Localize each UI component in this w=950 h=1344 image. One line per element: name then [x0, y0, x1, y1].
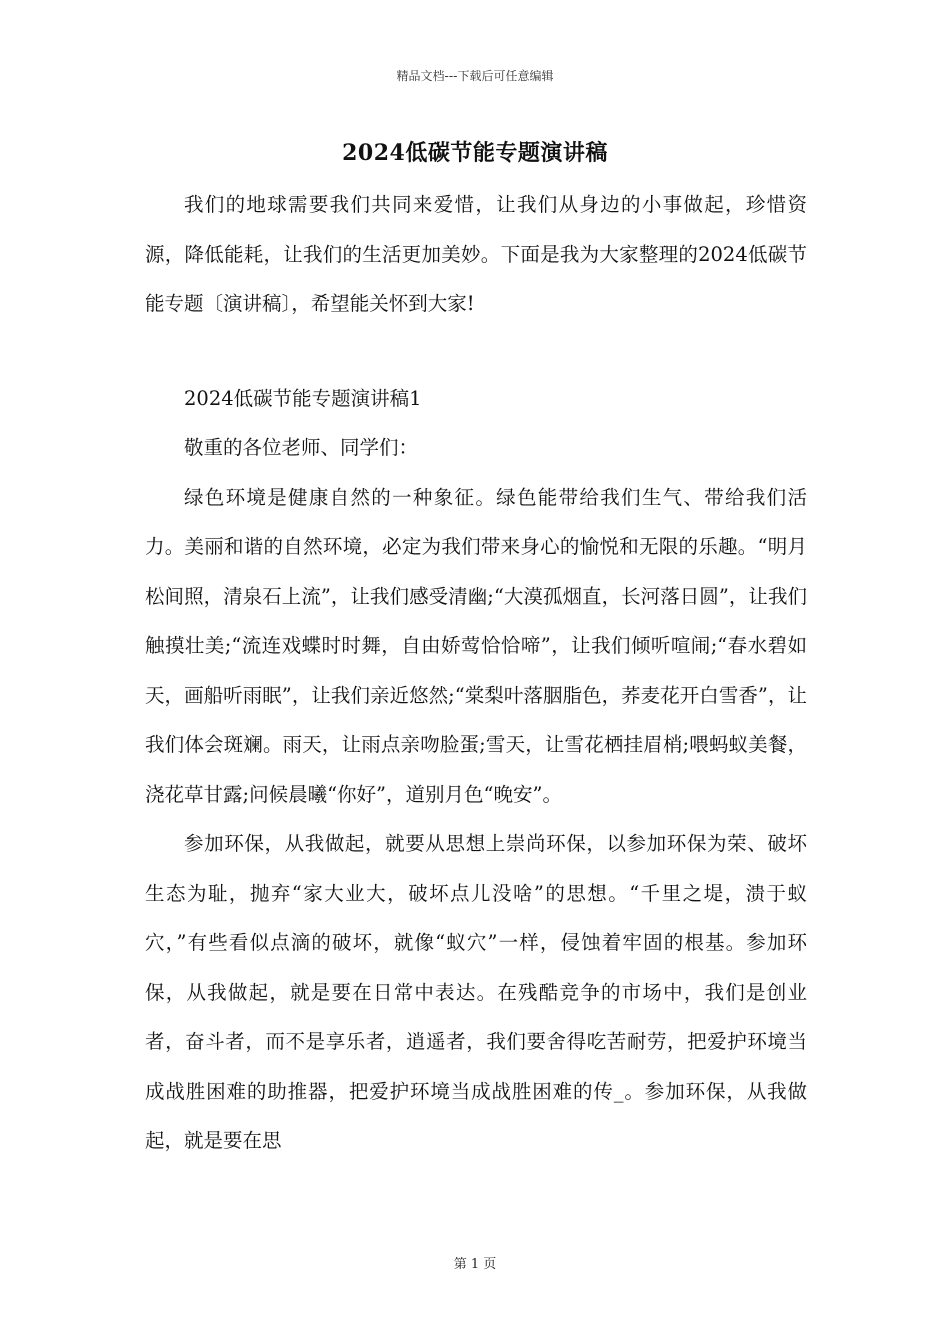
- salutation: 敬重的各位老师、同学们：: [184, 436, 419, 459]
- page-number: 第 1 页: [453, 1257, 497, 1272]
- document-body: [145, 180, 807, 1166]
- document-title: 2024低碳节能专题演讲稿: [342, 140, 608, 166]
- body-paragraph-1: 绿色环境是健康自然的一种象征。绿色能带给我们生气、带给我们活力。美丽和谐的自然环境，必定为我们带来身心的愉悦和无限的乐趣。“明月松间照，清泉石上流”，让我们感受清幽;“大漠孤烟直，长河落日圆”，让我们触摸壮美;“流连戏蝶时时舞，自由娇莺恰恰啼”，让我们倾听喧闹;“春水碧如天，画船听雨眠”，让我们亲近悠然;“棠梨叶落胭脂色，荞麦花开白雪香”，让我们体会斑斓。雨天，让雨点亲吻脸蛋;雪天，让雪花栖挂眉梢;喂蚂蚁美餐，浇花草甘露;问候晨曦“你好”，道别月色“晚安”。: [145, 485, 807, 806]
- body-paragraph-2: 参加环保，从我做起，就要从思想上崇尚环保，以参加环保为荣、破坏生态为耻，抛弃“家大业大，破坏点儿没啥”的思想。“千里之堤，溃于蚁穴，”有些看似点滴的破坏，就像“蚁穴”一样，侵蚀着牢固的根基。参加环保，从我做起，就是要在日常中表达。在残酷竞争的市场中，我们是创业者，奋斗者，而不是享乐者，逍遥者，我们要舍得吃苦耐劳，把爱护环境当成战胜困难的助推器，把爱护环境当成战胜困难的传_。参加环保，从我做起，就是要在思: [145, 832, 807, 1152]
- section-heading: 2024低碳节能专题演讲稿1: [184, 386, 422, 410]
- header-note: 精品文档---下载后可任意编辑: [396, 69, 554, 83]
- section-spacer: [145, 329, 807, 374]
- intro-paragraph: 我们的地球需要我们共同来爱惜，让我们从身边的小事做起，珍惜资源，降低能耗，让我们的生活更加美妙。下面是我为大家整理的2024低碳节能专题〔演讲稿〕，希望能关怀到大家!: [145, 193, 807, 315]
